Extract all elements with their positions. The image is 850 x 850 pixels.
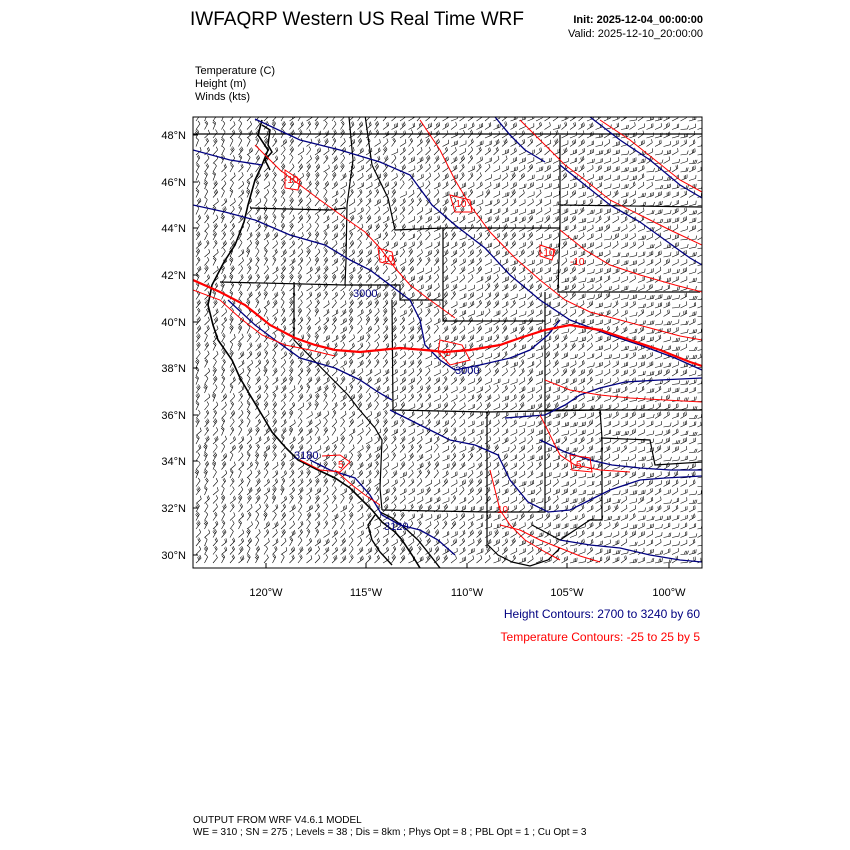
lon-label: 115°W [349,587,383,599]
temperature-label: 5 [576,460,582,471]
lat-label: 42°N [161,270,186,282]
plot-title: IWFAQRP Western US Real Time WRF [190,9,524,30]
lat-label: 44°N [161,223,186,235]
lat-label: 38°N [161,363,186,375]
temperature-label: -10 [379,254,394,265]
height-label: 3120 [384,521,409,533]
lat-label: 40°N [161,317,186,329]
lon-label: 110°W [450,587,484,599]
temperature-label: 10 [497,505,509,516]
lat-label: 46°N [161,177,186,189]
temperature-label: -10 [570,257,585,268]
temperature-label: -10 [540,248,555,259]
field-label-height: Height (m) [195,78,247,90]
map-area [193,112,706,568]
lon-label: 100°W [652,587,686,599]
height-label: 3000 [353,288,378,300]
lat-label: 34°N [161,456,186,468]
temperature-label: -5 [442,348,451,359]
model-info-line2: WE = 310 ; SN = 275 ; Levels = 38 ; Dis = 8km ; Phys Opt = 8 ; PBL Opt = 1 ; Cu Opt = 3 [193,827,587,838]
height-contour-legend: Height Contours: 2700 to 3240 by 60 [503,607,700,621]
temperature-label: 5 [338,460,344,471]
temperature-label: -10 [284,175,299,186]
lat-label: 32°N [161,503,186,515]
field-label-temperature: Temperature (C) [195,65,276,77]
model-info-line1: OUTPUT FROM WRF V4.6.1 MODEL [193,815,362,826]
lat-label: 48°N [161,130,186,142]
height-label: 3000 [455,365,480,377]
temperature-contour-legend: Temperature Contours: -25 to 25 by 5 [500,630,700,644]
lat-label: 36°N [161,410,186,422]
height-label: 3180 [294,450,319,462]
lon-label: 105°W [550,587,584,599]
lon-label: 120°W [249,587,283,599]
init-time: Init: 2025-12-04_00:00:00 [573,14,703,26]
temperature-label: -10 [452,199,467,210]
field-label-winds: Winds (kts) [195,91,250,103]
lat-label: 30°N [161,550,186,562]
valid-time: Valid: 2025-12-10_20:00:00 [568,28,703,40]
